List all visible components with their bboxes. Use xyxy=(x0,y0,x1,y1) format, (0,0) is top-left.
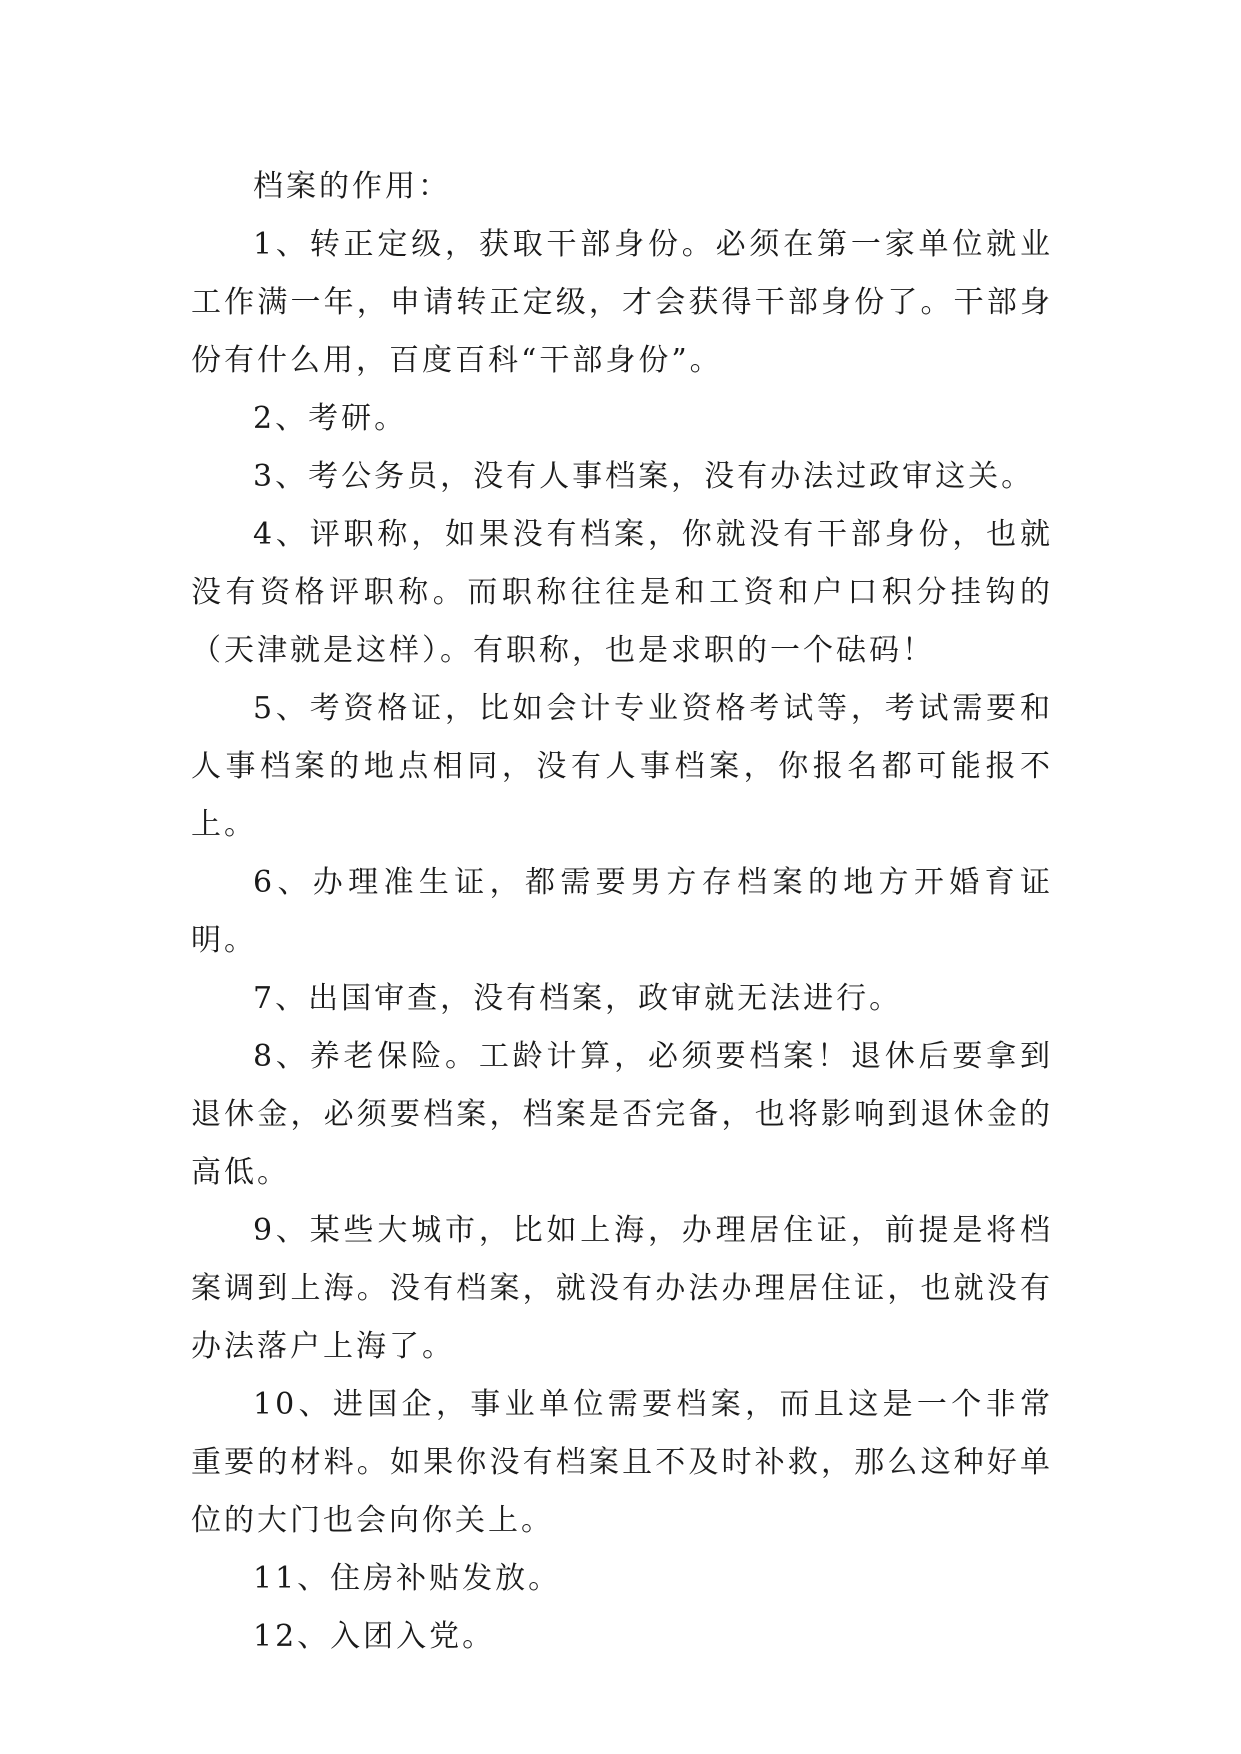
heading-paragraph: 档案的作用： xyxy=(253,169,451,204)
paragraph-7: 7、出国审查，没有档案，政审就无法进行。 xyxy=(253,981,903,1016)
document-page xyxy=(191,158,1053,1666)
paragraph-3: 3、考公务员，没有人事档案，没有办法过政审这关。 xyxy=(253,459,1035,494)
paragraph-5: 5、考资格证，比如会计专业资格考试等，考试需要和人事档案的地点相同，没有人事档案，你报名都可能报不上。 xyxy=(191,691,1053,842)
paragraph-6: 6、办理准生证，都需要男方存档案的地方开婚育证明。 xyxy=(191,865,1053,958)
paragraph-9: 9、某些大城市，比如上海，办理居住证，前提是将档案调到上海。没有档案，就没有办法办理居住证，也就没有办法落户上海了。 xyxy=(191,1213,1053,1364)
paragraph-8: 8、养老保险。工龄计算，必须要档案！退休后要拿到退休金，必须要档案，档案是否完备，也将影响到退休金的高低。 xyxy=(191,1039,1053,1190)
paragraph-1: 1、转正定级，获取干部身份。必须在第一家单位就业工作满一年，申请转正定级，才会获得干部身份了。干部身份有什么用，百度百科“干部身份”。 xyxy=(191,227,1053,378)
paragraph-4: 4、评职称，如果没有档案，你就没有干部身份，也就没有资格评职称。而职称往往是和工资和户口积分挂钩的（天津就是这样）。有职称，也是求职的一个砝码！ xyxy=(191,517,1053,668)
paragraph-12: 12、入团入党。 xyxy=(253,1619,496,1654)
paragraph-11: 11、住房补贴发放。 xyxy=(253,1561,562,1596)
paragraph-2: 2、考研。 xyxy=(253,401,408,436)
paragraph-10: 10、进国企，事业单位需要档案，而且这是一个非常重要的材料。如果你没有档案且不及时补救，那么这种好单位的大门也会向你关上。 xyxy=(191,1387,1053,1538)
